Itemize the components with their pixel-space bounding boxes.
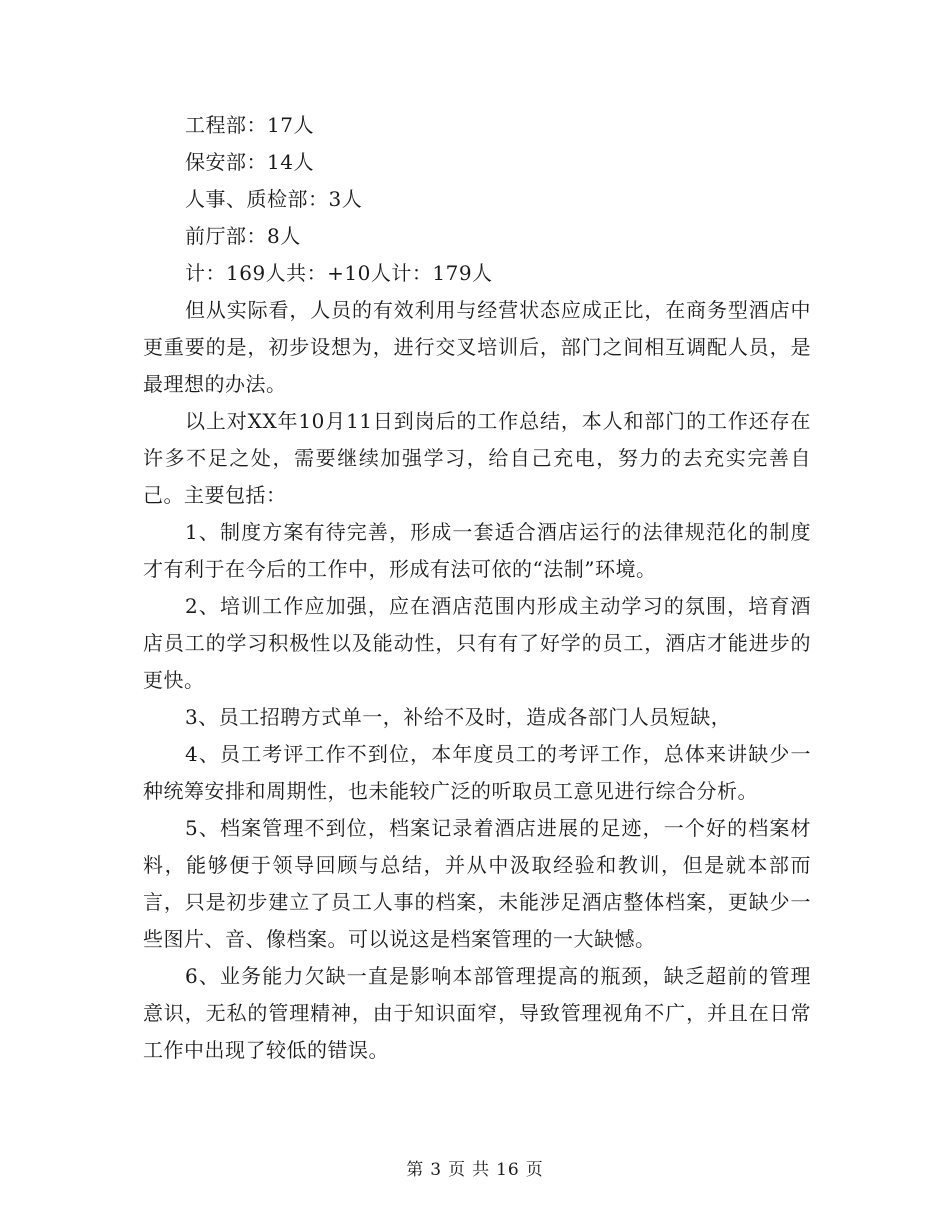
- list-item: 3、员工招聘方式单一，补给不及时，造成各部门人员短缺，: [185, 705, 732, 729]
- staff-count-line: 保安部：14人: [185, 150, 314, 174]
- footer-page-unit: 页: [448, 1160, 467, 1180]
- staff-total-line: 计：169人共：+10人计：179人: [185, 261, 493, 285]
- total-pages: 16: [496, 1160, 520, 1180]
- staff-count-line: 前厅部：8人: [185, 224, 301, 248]
- page-number: 3: [430, 1160, 443, 1180]
- staff-count-line: 工程部：17人: [185, 113, 314, 137]
- footer-total-word: 共: [472, 1160, 491, 1180]
- document-body: [143, 107, 811, 1069]
- list-item: 5、档案管理不到位，档案记录着酒店进展的足迹，一个好的档案材料，能够便于领导回顾与总结，并从中汲取经验和教训，但是就本部而言，只是初步建立了员工人事的档案，未能涉足酒店整体档案，更缺少一些图片、音、像档案。可以说这是档案管理的一大缺憾。: [143, 816, 811, 951]
- list-item: 6、业务能力欠缺一直是影响本部管理提高的瓶颈，缺乏超前的管理意识，无私的管理精神，由于知识面窄，导致管理视角不广，并且在日常工作中出现了较低的错误。: [143, 964, 811, 1062]
- footer-page-word: 第: [406, 1160, 425, 1180]
- page-footer: [0, 1155, 950, 1180]
- list-item: 4、员工考评工作不到位，本年度员工的考评工作，总体来讲缺少一种统筹安排和周期性，也未能较广泛的听取员工意见进行综合分析。: [143, 742, 811, 803]
- paragraph: 但从实际看，人员的有效利用与经营状态应成正比，在商务型酒店中更重要的是，初步设想为，进行交叉培训后，部门之间相互调配人员，是最理想的办法。: [143, 298, 811, 396]
- footer-total-unit: 页: [525, 1160, 544, 1180]
- staff-count-line: 人事、质检部：3人: [185, 187, 363, 211]
- paragraph: 以上对XX年10月11日到岗后的工作总结，本人和部门的工作还存在许多不足之处，需要继续加强学习，给自己充电，努力的去充实完善自己。主要包括：: [143, 409, 811, 507]
- list-item: 1、制度方案有待完善，形成一套适合酒店运行的法律规范化的制度才有利于在今后的工作中，形成有法可依的“法制”环境。: [143, 520, 811, 581]
- list-item: 2、培训工作应加强，应在酒店范围内形成主动学习的氛围，培育酒店员工的学习积极性以及能动性，只有有了好学的员工，酒店才能进步的更快。: [143, 594, 811, 692]
